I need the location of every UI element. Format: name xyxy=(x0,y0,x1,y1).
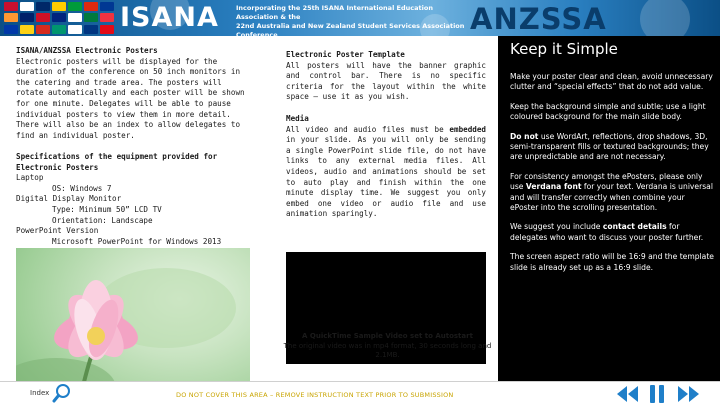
template-heading: Electronic Poster Template xyxy=(286,50,405,59)
tips-block xyxy=(510,72,715,282)
keep-it-simple-title: Keep it Simple xyxy=(510,40,618,58)
spec-item: Type: Minimum 50” LCD TV xyxy=(52,204,162,214)
index-label[interactable]: Index xyxy=(30,389,50,397)
spec-item: PowerPoint Version xyxy=(16,226,99,236)
intro-block xyxy=(16,46,249,141)
right-column xyxy=(498,36,720,381)
specs-heading: Specifications of the equipment provided for Electronic Posters xyxy=(16,152,218,172)
tip-contact-details: We suggest you include contact details for delegates who want to discuss your poster further. xyxy=(510,222,704,242)
left-column xyxy=(0,36,250,381)
spec-item: OS: Windows 7 xyxy=(52,183,112,193)
template-media-block xyxy=(286,50,486,220)
tip-aspect-ratio: The screen aspect ratio will be 16:9 and the template slide is already set up as a 16:9 slide. xyxy=(510,252,714,272)
intro-text: Electronic posters will be displayed for the duration of the conference on 50 inch monitors in the catering and trade area. The posters will rotate automatically and each poster will be shown for one minute. Delegates will be able to pause individual posters to view them in more detail. There will also be an index to allow delegates to find an individual poster. xyxy=(16,56,245,140)
intro-heading: ISANA/ANZSSA Electronic Posters xyxy=(16,46,158,55)
anzssa-logo-text: ANZSSA xyxy=(470,2,607,36)
isana-logo-text: ISANA xyxy=(120,2,219,33)
conference-banner xyxy=(0,0,720,36)
template-text: All posters will have the banner graphic and control bar. There is no specific criteria for the layout within the white space – use it as you wish. xyxy=(286,60,486,102)
video-caption-title: A QuickTime Sample Video set to Autostart xyxy=(302,332,473,340)
conference-subtitle xyxy=(236,4,466,36)
spec-item: Laptop xyxy=(16,173,44,183)
conference-line-1: Incorporating the 25th ISANA International Education Association & the xyxy=(236,4,433,21)
tip-no-effects: Do not use WordArt, reflections, drop shadows, 3D, semi-transparent fills or textured backgrounds; they are unpredictable and are not necessary. xyxy=(510,131,709,162)
video-caption xyxy=(280,332,495,361)
search-icon[interactable] xyxy=(52,383,72,403)
embedded-emphasis: embedded xyxy=(449,124,486,134)
spec-item: Orientation: Landscape xyxy=(52,215,153,225)
middle-column xyxy=(280,36,495,381)
tip-verdana-font: For consistency amongst the ePosters, please only use Verdana font for your text. Verdana is universal and will transfer correctly when combine your ePoster into the scrolling presentation. xyxy=(510,171,713,213)
spec-item: Digital Display Monitor xyxy=(16,194,122,204)
do-not-cover-notice: DO NOT COVER THIS AREA – REMOVE INSTRUCTION TEXT PRIOR TO SUBMISSION xyxy=(176,391,454,399)
fast-forward-icon[interactable] xyxy=(676,384,702,404)
media-heading: Media xyxy=(286,113,309,123)
tip-clear-clean: Make your poster clear and clean, avoid unnecessary clutter and “special effects” that do not add value. xyxy=(510,72,713,92)
control-bar xyxy=(0,381,720,405)
specs-list xyxy=(16,173,249,247)
tip-background: Keep the background simple and subtle; use a light coloured background for the main slide body. xyxy=(510,101,706,122)
specs-block xyxy=(16,152,249,247)
media-text: All video and audio files must be embedded in your slide. As you will only be sending a single PowerPoint slide file, do not have links to any external media files. All videos, audio and animations should be set to auto play and finish within the one minute display time. We suggest you only embed one video or audio file and use animation sparingly. xyxy=(286,124,486,219)
conference-line-2: 22nd Australia and New Zealand Student Services Association Conference xyxy=(236,22,465,36)
rewind-icon[interactable] xyxy=(614,384,640,404)
flags-graphic xyxy=(4,2,124,34)
video-caption-text: The original video was in mp4 format, 30 seconds long and 2.1MB. xyxy=(283,341,492,359)
pause-icon[interactable] xyxy=(644,384,670,404)
spec-item: Microsoft PowerPoint for Windows 2013 xyxy=(52,236,222,246)
